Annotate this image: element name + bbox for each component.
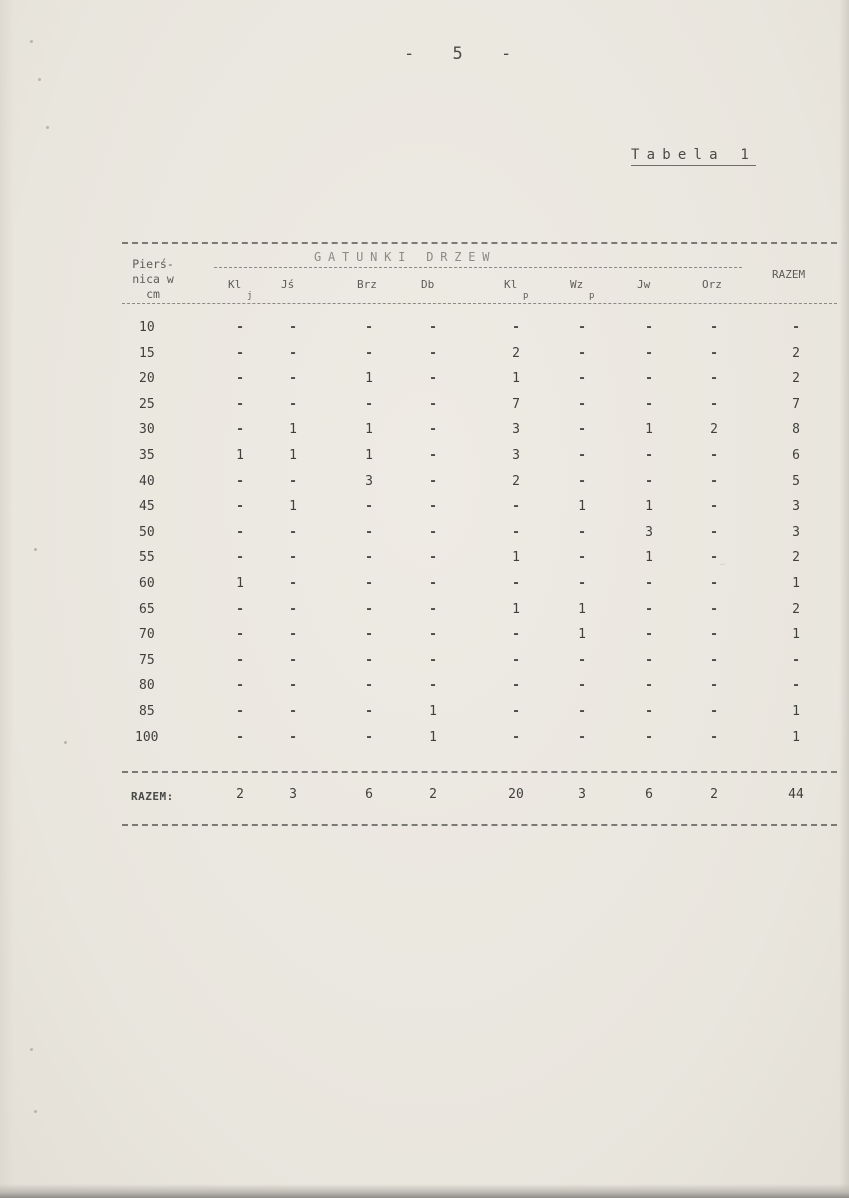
row-cell: - — [429, 524, 437, 540]
row-cell: - — [710, 704, 718, 719]
row-cell: - — [578, 524, 586, 540]
table-bottom-rule — [122, 824, 837, 826]
row-cell: - — [236, 729, 244, 745]
row-dbh: 50 — [139, 524, 155, 540]
row-dbh: 70 — [139, 627, 155, 643]
totals-cell: 2 — [429, 787, 437, 802]
row-dbh: 35 — [139, 448, 155, 463]
row-cell: - — [710, 396, 718, 412]
row-dbh: 55 — [139, 550, 155, 566]
header-species-4: Db — [421, 278, 435, 291]
row-cell: - — [578, 320, 586, 335]
row-cell: - — [429, 422, 437, 438]
punch-mark — [64, 741, 67, 744]
row-cell: - — [578, 550, 586, 566]
row-total: 5 — [792, 473, 800, 489]
row-cell: 1 — [645, 422, 653, 438]
row-cell: - — [365, 524, 373, 540]
row-cell: - — [365, 576, 373, 591]
row-cell: - — [429, 473, 437, 489]
row-cell: - — [512, 729, 520, 745]
row-cell: 1 — [578, 601, 586, 617]
row-cell: - — [710, 473, 718, 489]
row-total: 3 — [792, 524, 800, 540]
row-total: 1 — [792, 627, 800, 643]
row-cell: - — [236, 678, 244, 694]
row-cell: - — [710, 678, 718, 694]
row-cell: - — [365, 601, 373, 617]
row-cell: - — [289, 576, 297, 591]
row-dbh: 80 — [139, 678, 155, 694]
row-cell: - — [429, 550, 437, 566]
row-cell: 1 — [289, 422, 297, 438]
row-cell: - — [236, 652, 244, 668]
row-cell: - — [512, 576, 520, 591]
row-cell: - — [365, 627, 373, 643]
row-cell: - — [289, 345, 297, 361]
punch-mark — [34, 1110, 37, 1113]
row-cell: - — [236, 704, 244, 719]
row-cell: - — [578, 473, 586, 489]
row-cell: - — [289, 396, 297, 412]
row-total: 2 — [792, 345, 800, 361]
page-left-edge — [0, 0, 14, 1198]
row-cell: - — [710, 601, 718, 617]
row-total: 6 — [792, 448, 800, 463]
row-cell: - — [578, 371, 586, 387]
row-cell: - — [365, 396, 373, 412]
row-cell: - — [365, 550, 373, 566]
row-cell: - — [645, 371, 653, 387]
row-cell: 2 — [512, 473, 520, 489]
row-cell: - — [429, 627, 437, 643]
row-cell: 3 — [512, 422, 520, 438]
row-cell: - — [429, 652, 437, 668]
totals-cell: 3 — [578, 787, 586, 802]
punch-mark — [46, 126, 49, 129]
table-title: Tabela 1 — [631, 147, 756, 166]
totals-cell: 20 — [508, 787, 524, 802]
grand-total: 44 — [788, 787, 804, 802]
row-cell: - — [578, 448, 586, 463]
row-cell: - — [289, 524, 297, 540]
row-cell: - — [512, 524, 520, 540]
row-cell: - — [645, 320, 653, 335]
row-cell: - — [578, 704, 586, 719]
totals-cell: 2 — [710, 787, 718, 802]
row-total: 7 — [792, 396, 800, 412]
row-cell: - — [578, 652, 586, 668]
row-cell: - — [236, 524, 244, 540]
row-cell: - — [710, 627, 718, 643]
row-cell: - — [645, 627, 653, 643]
row-cell: - — [289, 550, 297, 566]
row-cell: - — [236, 601, 244, 617]
row-total: 1 — [792, 704, 800, 719]
table-top-rule — [122, 242, 837, 244]
row-cell: 1 — [578, 499, 586, 515]
row-cell: 1 — [236, 576, 244, 591]
row-cell: - — [645, 601, 653, 617]
row-cell: - — [645, 678, 653, 694]
page-right-edge — [839, 0, 849, 1198]
row-cell: 1 — [236, 448, 244, 463]
row-cell: - — [710, 345, 718, 361]
row-cell: - — [645, 704, 653, 719]
totals-cell: 3 — [289, 787, 297, 802]
row-cell: - — [429, 320, 437, 335]
row-total: - — [792, 678, 800, 694]
row-cell: - — [710, 499, 718, 515]
group-header-rule — [214, 267, 742, 268]
row-cell: - — [512, 320, 520, 335]
punch-mark — [30, 1048, 33, 1051]
header-species-subscript-6: p — [589, 291, 595, 301]
row-cell: - — [645, 345, 653, 361]
row-total: 1 — [792, 729, 800, 745]
header-species-6: Wz — [570, 278, 584, 291]
row-cell: - — [429, 601, 437, 617]
row-dbh: 15 — [139, 345, 155, 361]
header-species-subscript-1: j — [247, 291, 253, 301]
row-cell: - — [645, 448, 653, 463]
row-cell: 3 — [365, 473, 373, 489]
totals-top-rule — [122, 771, 837, 773]
header-first-line-1: Pierś- — [132, 257, 174, 271]
row-cell: - — [289, 473, 297, 489]
row-cell: 1 — [578, 627, 586, 643]
row-cell: 1 — [512, 550, 520, 566]
row-cell: - — [236, 320, 244, 335]
row-total: 1 — [792, 576, 800, 591]
row-cell: - — [289, 678, 297, 694]
row-cell: - — [236, 345, 244, 361]
row-cell: - — [236, 396, 244, 412]
pencil-smudge: ~ — [719, 559, 727, 571]
row-total: 2 — [792, 550, 800, 566]
row-cell: - — [429, 576, 437, 591]
row-cell: - — [289, 371, 297, 387]
row-cell: - — [429, 396, 437, 412]
row-cell: - — [289, 652, 297, 668]
row-cell: - — [710, 320, 718, 335]
row-cell: - — [578, 396, 586, 412]
totals-label: RAZEM: — [131, 790, 174, 803]
row-cell: - — [512, 627, 520, 643]
row-cell: - — [710, 550, 718, 566]
row-cell: 3 — [512, 448, 520, 463]
header-species-7: Jw — [637, 278, 651, 291]
row-cell: - — [429, 448, 437, 463]
row-dbh: 20 — [139, 371, 155, 387]
header-species-2: Jś — [281, 278, 295, 291]
row-cell: - — [710, 371, 718, 387]
row-cell: - — [365, 652, 373, 668]
row-cell: - — [645, 576, 653, 591]
row-total: - — [792, 652, 800, 668]
row-cell: - — [289, 627, 297, 643]
row-cell: 1 — [289, 499, 297, 515]
row-dbh: 65 — [139, 601, 155, 617]
row-cell: - — [365, 678, 373, 694]
row-cell: - — [365, 499, 373, 515]
row-cell: - — [289, 729, 297, 745]
row-total: 2 — [792, 601, 800, 617]
row-cell: - — [365, 704, 373, 719]
row-cell: - — [578, 422, 586, 438]
row-dbh: 100 — [135, 729, 159, 745]
totals-cell: 6 — [365, 787, 373, 802]
row-cell: 1 — [365, 371, 373, 387]
row-cell: - — [578, 576, 586, 591]
row-cell: - — [429, 499, 437, 515]
row-cell: - — [645, 729, 653, 745]
header-species-8: Orz — [702, 278, 722, 291]
header-first-column — [124, 257, 182, 302]
row-cell: - — [645, 396, 653, 412]
row-dbh: 40 — [139, 473, 155, 489]
header-species-group: GATUNKI DRZEW — [314, 250, 497, 264]
row-cell: - — [578, 345, 586, 361]
punch-mark — [30, 40, 33, 43]
row-cell: 1 — [645, 550, 653, 566]
row-cell: - — [365, 729, 373, 745]
row-dbh: 85 — [139, 704, 155, 719]
row-cell: - — [236, 371, 244, 387]
row-cell: - — [365, 320, 373, 335]
row-cell: - — [429, 345, 437, 361]
row-cell: 2 — [512, 345, 520, 361]
row-cell: 1 — [512, 371, 520, 387]
row-total: 2 — [792, 371, 800, 387]
row-cell: 7 — [512, 396, 520, 412]
row-total: 3 — [792, 499, 800, 515]
row-cell: 3 — [645, 524, 653, 540]
row-cell: 1 — [645, 499, 653, 515]
row-cell: - — [236, 499, 244, 515]
row-dbh: 25 — [139, 396, 155, 412]
row-cell: - — [289, 601, 297, 617]
header-first-line-2: nica w — [132, 272, 174, 286]
header-species-3: Brz — [357, 278, 377, 291]
row-cell: - — [578, 729, 586, 745]
row-cell: - — [645, 473, 653, 489]
row-cell: - — [645, 652, 653, 668]
row-cell: - — [512, 499, 520, 515]
row-cell: - — [512, 704, 520, 719]
row-cell: 1 — [512, 601, 520, 617]
row-cell: 1 — [289, 448, 297, 463]
header-total: RAZEM — [772, 268, 806, 281]
page-bottom-edge — [0, 1184, 849, 1198]
row-cell: - — [365, 345, 373, 361]
row-cell: - — [429, 678, 437, 694]
row-cell: 2 — [710, 422, 718, 438]
totals-cell: 6 — [645, 787, 653, 802]
row-cell: 1 — [429, 729, 437, 745]
row-cell: - — [236, 550, 244, 566]
row-cell: - — [512, 652, 520, 668]
row-total: 8 — [792, 422, 800, 438]
header-species-5: Kl — [504, 278, 518, 291]
row-dbh: 75 — [139, 652, 155, 668]
row-cell: - — [578, 678, 586, 694]
row-cell: - — [710, 729, 718, 745]
row-cell: 1 — [429, 704, 437, 719]
row-dbh: 10 — [139, 320, 155, 335]
row-cell: - — [710, 576, 718, 591]
row-cell: 1 — [365, 422, 373, 438]
row-dbh: 30 — [139, 422, 155, 438]
row-cell: - — [289, 320, 297, 335]
row-dbh: 45 — [139, 499, 155, 515]
totals-cell: 2 — [236, 787, 244, 802]
header-species-subscript-5: p — [523, 291, 529, 301]
row-cell: - — [710, 652, 718, 668]
row-cell: - — [236, 627, 244, 643]
row-cell: 1 — [365, 448, 373, 463]
row-cell: - — [236, 422, 244, 438]
row-cell: - — [289, 704, 297, 719]
header-species-1: Kl — [228, 278, 242, 291]
punch-mark — [34, 548, 37, 551]
row-cell: - — [512, 678, 520, 694]
header-bottom-rule — [122, 303, 837, 304]
row-dbh: 60 — [139, 576, 155, 591]
row-cell: - — [710, 524, 718, 540]
row-cell: - — [710, 448, 718, 463]
row-total: - — [792, 320, 800, 335]
page-number: - 5 - — [404, 44, 526, 64]
punch-mark — [38, 78, 41, 81]
row-cell: - — [429, 371, 437, 387]
row-cell: - — [236, 473, 244, 489]
header-first-line-3: cm — [146, 287, 160, 301]
